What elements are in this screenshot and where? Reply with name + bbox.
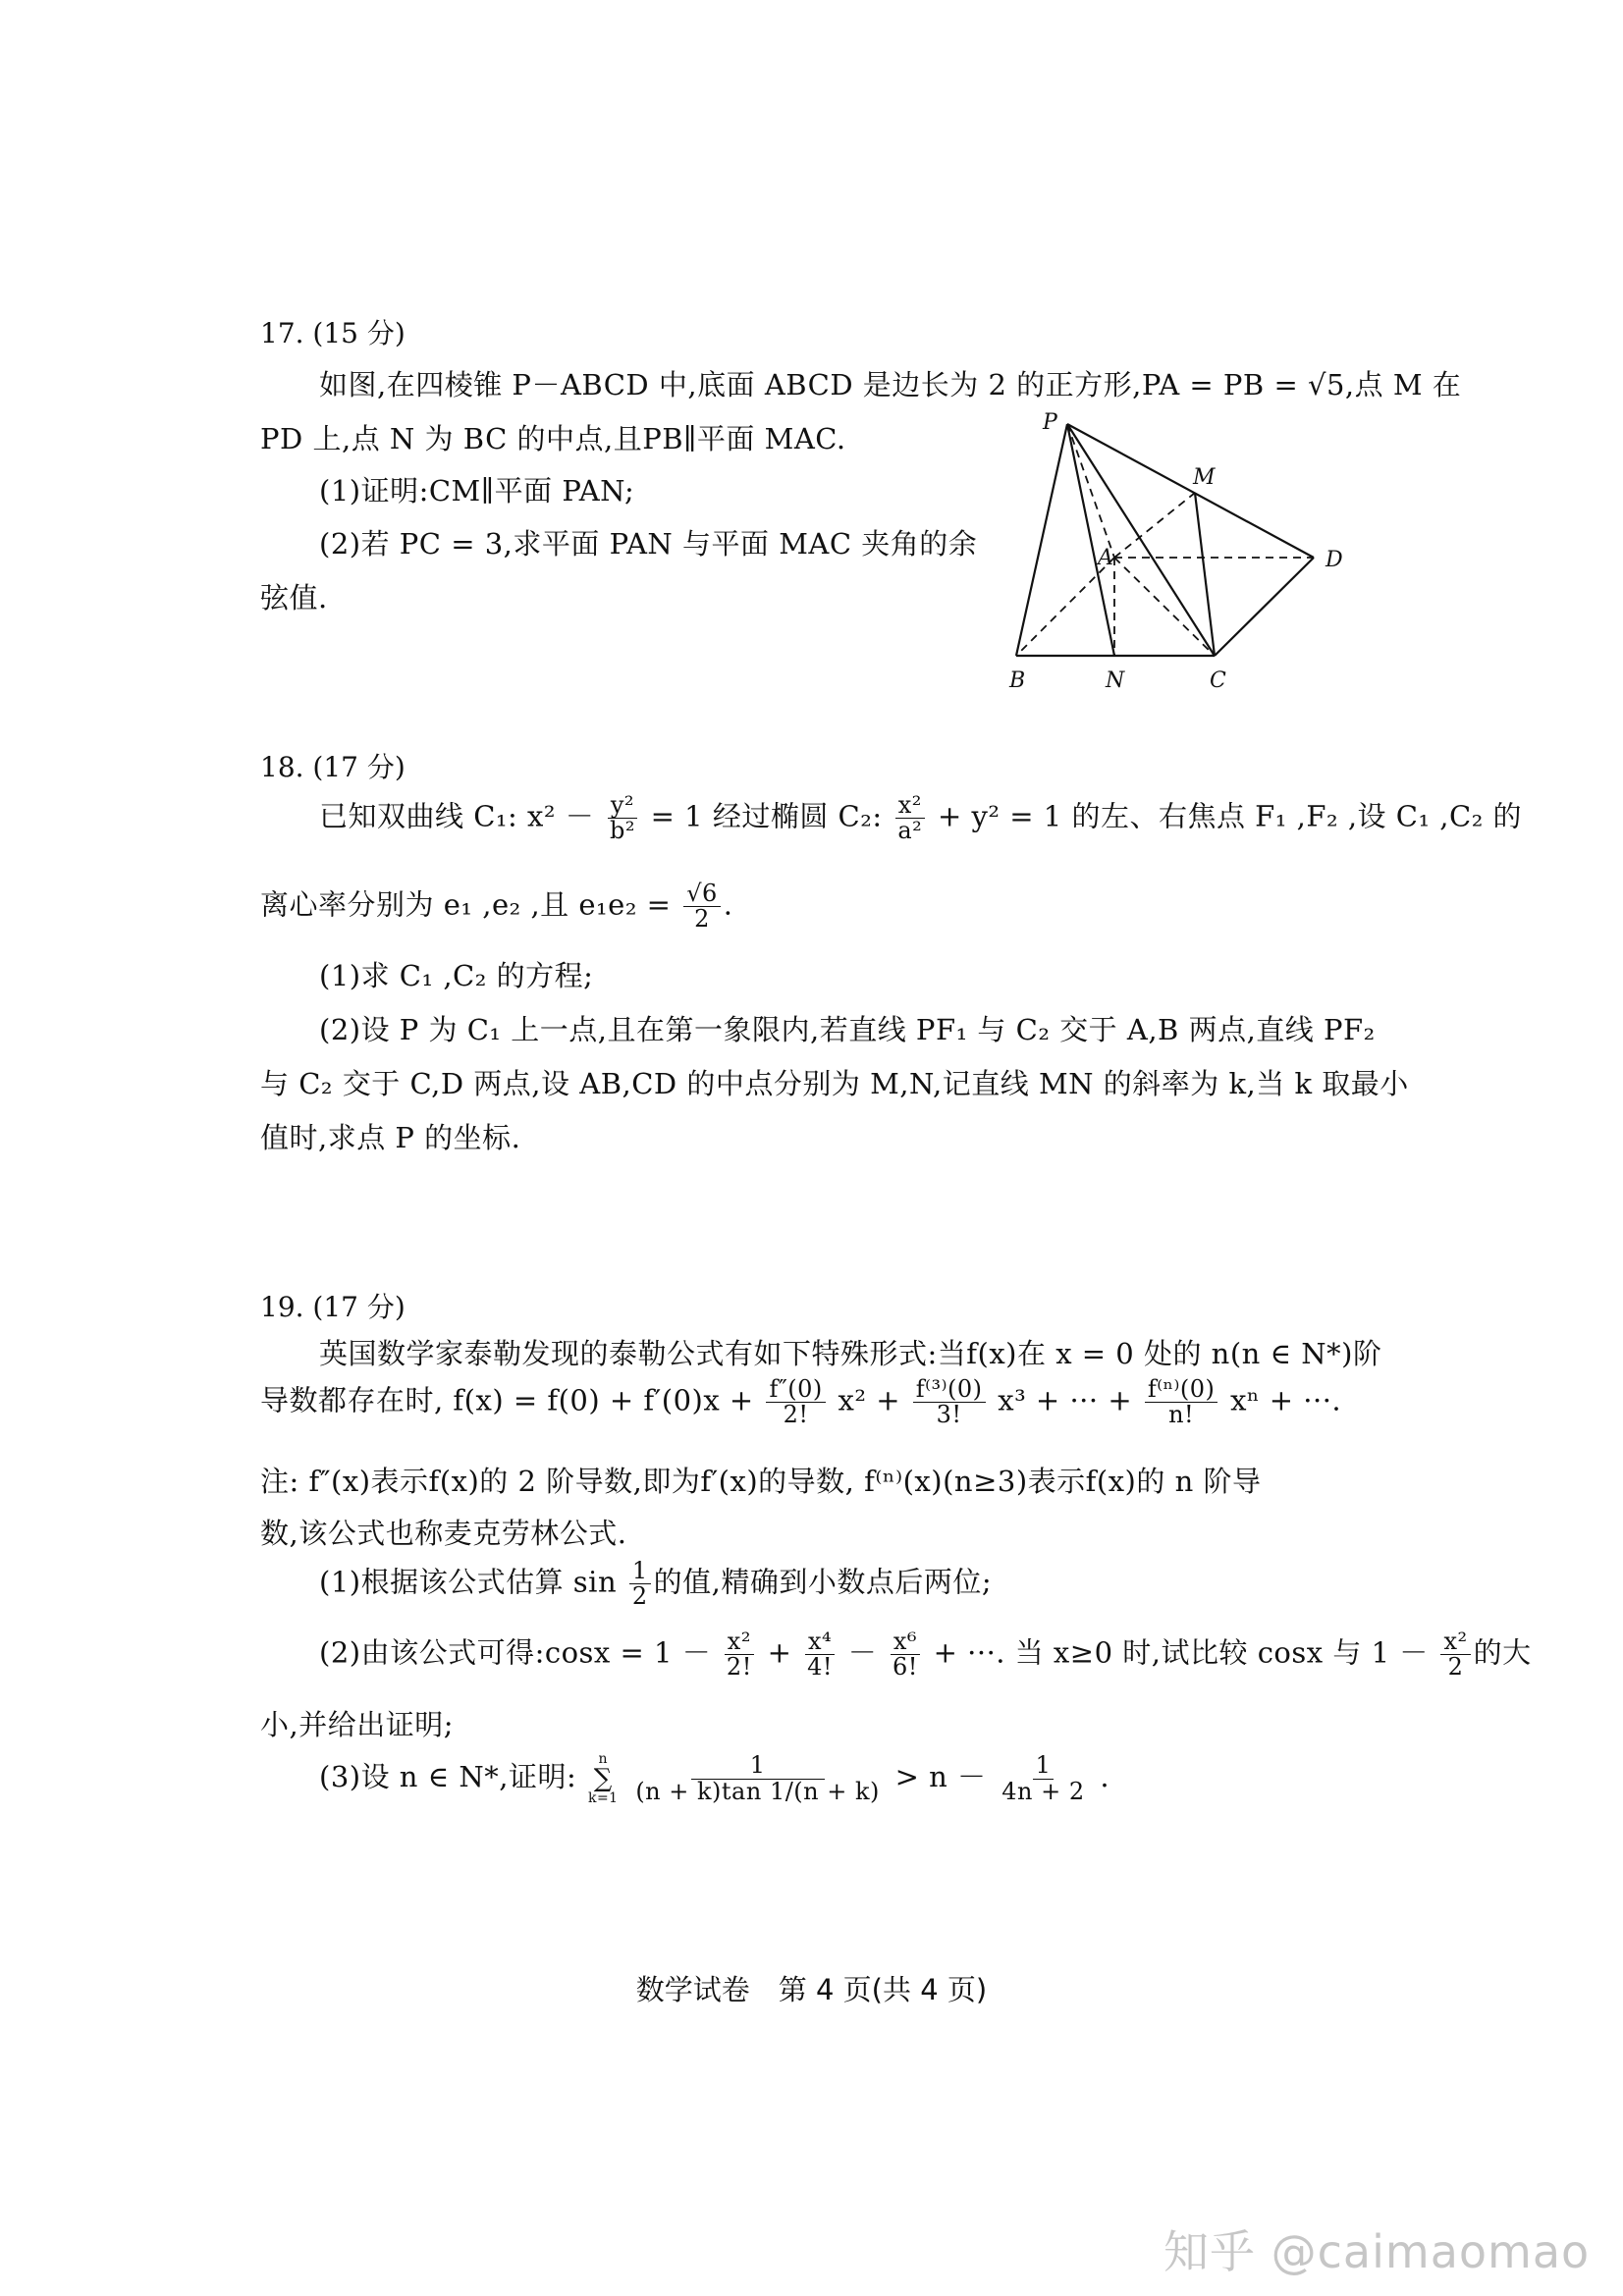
q18-part-1: (1)求 C₁ ,C₂ 的方程; (319, 959, 594, 992)
q18-text-d: 离心率分别为 e₁ ,e₂ ,且 e₁e₂ = (260, 887, 672, 922)
label-P: P (1043, 410, 1057, 435)
q17-part-2b: 弦值. (260, 581, 328, 614)
label-B: B (1009, 668, 1026, 693)
q18-part-2b: 与 C₂ 交于 C,D 两点,设 AB,CD 的中点分别为 M,N,记直线 MN 的斜率为 k,当 k 取最小 (260, 1067, 1409, 1100)
q18-part-2c: 值时,求点 P 的坐标. (260, 1121, 521, 1154)
fraction-x2-2fact (724, 1629, 755, 1680)
q18-line-2: 离心率分别为 e₁ ,e₂ ,且 e₁e₂ = $\frac{√6}{2}$ . (260, 880, 733, 934)
q19-p2-text-d: + ···. 当 x≥0 时,试比较 cosx 与 1 － (933, 1635, 1429, 1670)
frac-num: y² (608, 793, 637, 819)
frac-den: a² (897, 817, 923, 845)
fraction-sum-term (632, 1753, 883, 1803)
fraction-x2-a2 (894, 793, 925, 843)
q18-header: 18. (17 分) (260, 751, 406, 783)
frac-den: 2 (631, 1582, 648, 1611)
q19-text-b: x² + (838, 1383, 900, 1417)
q19-part-3 (319, 1752, 1109, 1805)
label-N: N (1106, 668, 1125, 693)
q19-text-a: 导数都存在时, f(x) = f(0) + f′(0)x + (260, 1383, 754, 1417)
q19-text-c: x³ + ··· + (998, 1383, 1133, 1417)
fraction-f2-2fact (766, 1377, 825, 1427)
frac-num: x² (895, 793, 925, 819)
q18-part-2a: (2)设 P 为 C₁ 上一点,且在第一象限内,若直线 PF₁ 与 C₂ 交于 A,B 两点,直线 PF₂ (319, 1013, 1376, 1046)
frac-den: 2! (783, 1401, 809, 1429)
edge-PB (1016, 424, 1067, 656)
segment-AC (1114, 558, 1215, 656)
frac-den: 6! (892, 1653, 918, 1682)
label-D: D (1325, 548, 1343, 572)
frac-den: n! (1168, 1401, 1195, 1429)
q19-p3-text-b: > n － (894, 1760, 987, 1793)
q19-line-1: 英国数学家泰勒发现的泰勒公式有如下特殊形式:当f(x)在 x = 0 处的 n(n ∈ N*)阶 (319, 1337, 1382, 1370)
q19-p3-period: . (1100, 1760, 1110, 1793)
frac-num: 1 (629, 1559, 651, 1584)
q19-p1-text-b: 的值,精确到小数点后两位; (653, 1565, 993, 1599)
q19-part-2-cont: 小,并给出证明; (260, 1708, 454, 1741)
fraction-1-4n2 (999, 1753, 1087, 1803)
sum-sigma: ∑ (593, 1764, 613, 1793)
fraction-y2-b2 (607, 793, 638, 843)
q19-part-1 (319, 1559, 992, 1609)
fraction-x2-2 (1440, 1629, 1470, 1680)
q19-line-2 (260, 1377, 1341, 1427)
label-M: M (1193, 465, 1216, 490)
frac-num: f⁽ⁿ⁾(0) (1145, 1377, 1218, 1403)
fraction-x4-4fact (804, 1629, 836, 1680)
q17-part-2a: (2)若 PC = 3,求平面 PAN 与平面 MAC 夹角的余 (319, 527, 978, 561)
fraction-fn-nfact (1145, 1377, 1218, 1427)
fraction-f3-3fact (913, 1377, 986, 1427)
q17-line-2: PD 上,点 N 为 BC 的中点,且PB∥平面 MAC. (260, 422, 846, 455)
q19-p1-text-a: (1)根据该公式估算 sin (319, 1565, 618, 1599)
q19-p2-minus: － (847, 1635, 878, 1670)
frac-num: 1 (691, 1753, 825, 1779)
frac-num: f″(0) (766, 1377, 825, 1403)
fraction-x6-6fact (890, 1629, 921, 1680)
frac-den: 2 (1447, 1653, 1464, 1682)
frac-num: x⁶ (891, 1629, 920, 1655)
q18-line-1 (319, 793, 1522, 843)
sum-lower: k=1 (587, 1790, 619, 1806)
edge-PD (1067, 424, 1314, 558)
frac-num: x² (725, 1629, 754, 1655)
page-footer: 数学试卷 第 4 页(共 4 页) (635, 1973, 988, 2006)
segment-AM (1114, 493, 1195, 558)
q18-text-a: 已知双曲线 C₁: x² － (319, 799, 595, 833)
frac-num: x⁴ (805, 1629, 835, 1655)
sum-upper: n (598, 1751, 609, 1767)
fraction-sqrt6-2 (683, 881, 721, 932)
frac-den: (n + k)tan 1/(n + k) (635, 1777, 880, 1805)
edge-PC (1067, 424, 1215, 656)
q19-p3-text-a: (3)设 n ∈ N*,证明: (319, 1760, 577, 1793)
frac-den: b² (609, 817, 635, 845)
frac-den: 4n + 2 (1001, 1777, 1085, 1805)
q19-p2-plus: + (767, 1635, 792, 1670)
fraction-one-half (629, 1559, 651, 1609)
q19-header: 19. (17 分) (260, 1291, 406, 1323)
label-C: C (1210, 668, 1226, 693)
q19-part-2 (319, 1629, 1532, 1680)
frac-den: 3! (936, 1401, 962, 1429)
label-A: A (1098, 546, 1113, 570)
q17-line-1: 如图,在四棱锥 P－ABCD 中,底面 ABCD 是边长为 2 的正方形,PA = PB = √5,点 M 在 (319, 368, 1462, 401)
q19-p2-text-a: (2)由该公式可得:cosx = 1 － (319, 1635, 712, 1670)
summation-sign (588, 1752, 619, 1805)
q19-p2-text-e: 的大 (1473, 1635, 1532, 1670)
edge-PN (1067, 424, 1114, 656)
frac-den: 2! (726, 1653, 752, 1682)
q18-text-b: = 1 经过椭圆 C₂: (650, 799, 883, 833)
frac-num: 1 (1033, 1753, 1055, 1779)
q19-line-3: 注: f″(x)表示f(x)的 2 阶导数,即为f′(x)的导数, f⁽ⁿ⁾(x)(n≥3)表示f(x)的 n 阶导 (260, 1465, 1262, 1498)
frac-num: f⁽³⁾(0) (913, 1377, 986, 1403)
pyramid-figure (992, 407, 1384, 702)
q17-part-1: (1)证明:CM∥平面 PAN; (319, 474, 635, 507)
watermark: 知乎 @caimaomao (1163, 2225, 1591, 2278)
edge-CD (1215, 558, 1314, 656)
frac-num: √6 (683, 881, 721, 907)
q17-header: 17. (15 分) (260, 317, 406, 349)
edge-AB (1016, 558, 1114, 656)
frac-den: 4! (807, 1653, 834, 1682)
q19-line-4: 数,该公式也称麦克劳林公式. (260, 1517, 627, 1550)
frac-num: x² (1440, 1629, 1470, 1655)
frac-den: 2 (694, 905, 710, 934)
q18-text-c: + y² = 1 的左、右焦点 F₁ ,F₂ ,设 C₁ ,C₂ 的 (938, 799, 1523, 833)
q19-text-d: xⁿ + ···. (1230, 1383, 1342, 1417)
